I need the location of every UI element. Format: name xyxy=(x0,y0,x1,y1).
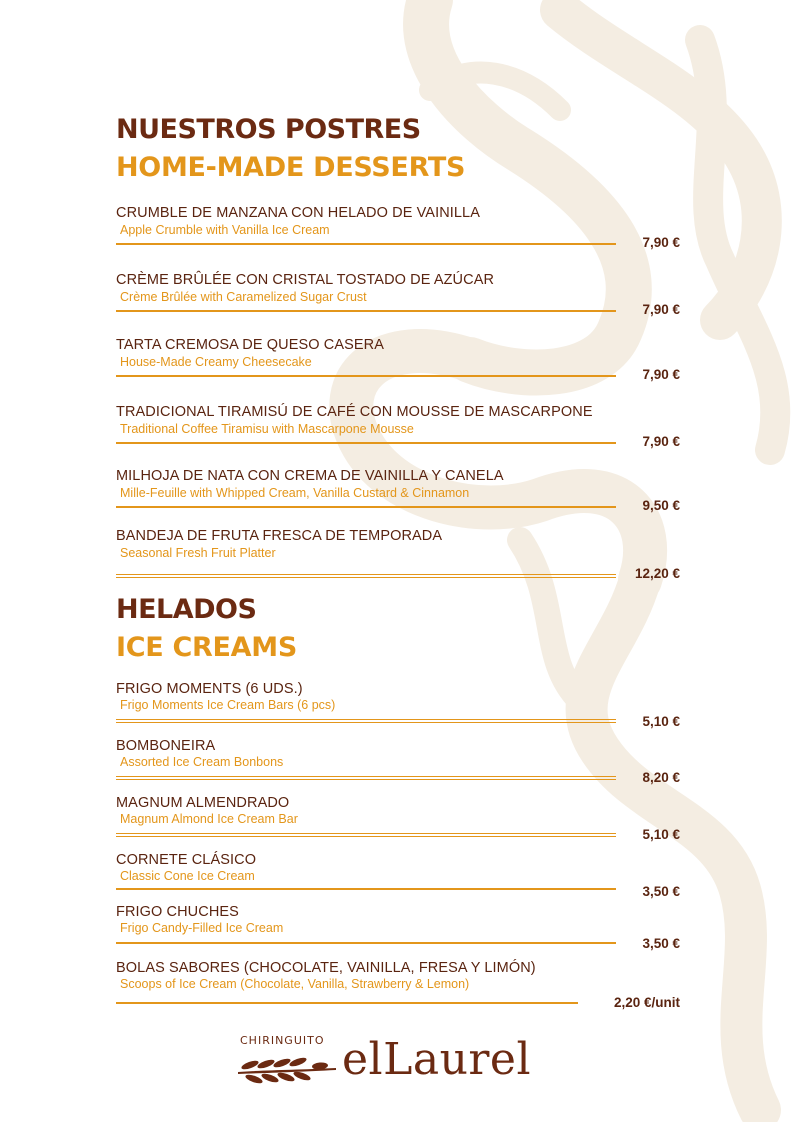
item-name-en: Scoops of Ice Cream (Chocolate, Vanilla, Strawberry & Lemon) xyxy=(120,977,470,991)
menu-item xyxy=(116,272,682,332)
laurel-branch-icon xyxy=(236,1052,340,1086)
item-name-es: FRIGO MOMENTS (6 UDS.) xyxy=(116,681,303,697)
item-name-en: Mille-Feuille with Whipped Cream, Vanilla Custard & Cinnamon xyxy=(120,486,470,500)
leader-line xyxy=(116,942,616,944)
item-name-en: Frigo Moments Ice Cream Bars (6 pcs) xyxy=(120,698,336,712)
leader-line xyxy=(116,888,616,890)
menu-item xyxy=(116,904,682,964)
item-name-es: BOMBONEIRA xyxy=(116,738,216,754)
item-price: 2,20 €/unit xyxy=(613,995,680,1010)
menu-item xyxy=(116,528,682,588)
icecreams-title-en: ICE CREAMS xyxy=(116,632,297,663)
leader-line xyxy=(116,310,616,312)
menu-item xyxy=(116,795,682,855)
item-name-en: Traditional Coffee Tiramisu with Mascarpone Mousse xyxy=(120,422,414,436)
item-price: 5,10 € xyxy=(642,714,680,729)
item-name-es: TRADICIONAL TIRAMISÚ DE CAFÉ CON MOUSSE DE MASCARPONE xyxy=(116,404,593,420)
leader-line xyxy=(116,1002,578,1004)
leader-line xyxy=(116,719,616,723)
item-price: 12,20 € xyxy=(634,566,680,581)
item-name-en: House-Made Creamy Cheesecake xyxy=(120,355,312,369)
item-price: 5,10 € xyxy=(642,827,680,842)
menu-item xyxy=(116,404,682,464)
item-name-en: Apple Crumble with Vanilla Ice Cream xyxy=(120,223,330,237)
item-name-es: CRUMBLE DE MANZANA CON HELADO DE VAINILLA xyxy=(116,205,480,221)
item-name-en: Magnum Almond Ice Cream Bar xyxy=(120,812,298,826)
item-name-es: CORNETE CLÁSICO xyxy=(116,852,257,868)
item-name-es: MAGNUM ALMENDRADO xyxy=(116,795,290,811)
item-name-en: Seasonal Fresh Fruit Platter xyxy=(120,546,276,560)
item-price: 7,90 € xyxy=(642,235,680,250)
item-name-es: MILHOJA DE NATA CON CREMA DE VAINILLA Y CANELA xyxy=(116,468,504,484)
item-name-en: Frigo Candy-Filled Ice Cream xyxy=(120,921,284,935)
brand-subtitle: CHIRINGUITO xyxy=(240,1034,325,1047)
item-price: 8,20 € xyxy=(642,770,680,785)
item-price: 9,50 € xyxy=(642,498,680,513)
icecreams-title-es: HELADOS xyxy=(116,594,257,625)
item-name-es: FRIGO CHUCHES xyxy=(116,904,239,920)
menu-item xyxy=(116,738,682,798)
item-name-en: Assorted Ice Cream Bonbons xyxy=(120,755,284,769)
item-name-en: Classic Cone Ice Cream xyxy=(120,869,255,883)
menu-item xyxy=(116,681,682,741)
leader-line xyxy=(116,442,616,444)
desserts-title-en: HOME-MADE DESSERTS xyxy=(116,152,466,183)
item-name-es: TARTA CREMOSA DE QUESO CASERA xyxy=(116,337,384,353)
menu-item xyxy=(116,205,682,265)
menu-item xyxy=(116,852,682,912)
item-price: 7,90 € xyxy=(642,302,680,317)
leader-line xyxy=(116,506,616,508)
brand-name: elLaurel xyxy=(342,1034,532,1085)
item-name-es: BOLAS SABORES (CHOCOLATE, VAINILLA, FRESA Y LIMÓN) xyxy=(116,960,536,976)
item-price: 7,90 € xyxy=(642,434,680,449)
leader-line xyxy=(116,776,616,780)
item-price: 3,50 € xyxy=(642,936,680,951)
menu-item xyxy=(116,960,682,1020)
brand-logo xyxy=(236,1030,566,1090)
leader-line xyxy=(116,243,616,245)
desserts-title-es: NUESTROS POSTRES xyxy=(116,114,421,145)
menu-item xyxy=(116,337,682,397)
leader-line xyxy=(116,574,616,578)
item-price: 3,50 € xyxy=(642,884,680,899)
item-name-en: Crème Brûlée with Caramelized Sugar Crust xyxy=(120,290,367,304)
item-name-es: BANDEJA DE FRUTA FRESCA DE TEMPORADA xyxy=(116,528,443,544)
item-price: 7,90 € xyxy=(642,367,680,382)
leader-line xyxy=(116,833,616,837)
leader-line xyxy=(116,375,616,377)
item-name-es: CRÈME BRÛLÉE CON CRISTAL TOSTADO DE AZÚCAR xyxy=(116,272,495,288)
menu-item xyxy=(116,468,682,528)
